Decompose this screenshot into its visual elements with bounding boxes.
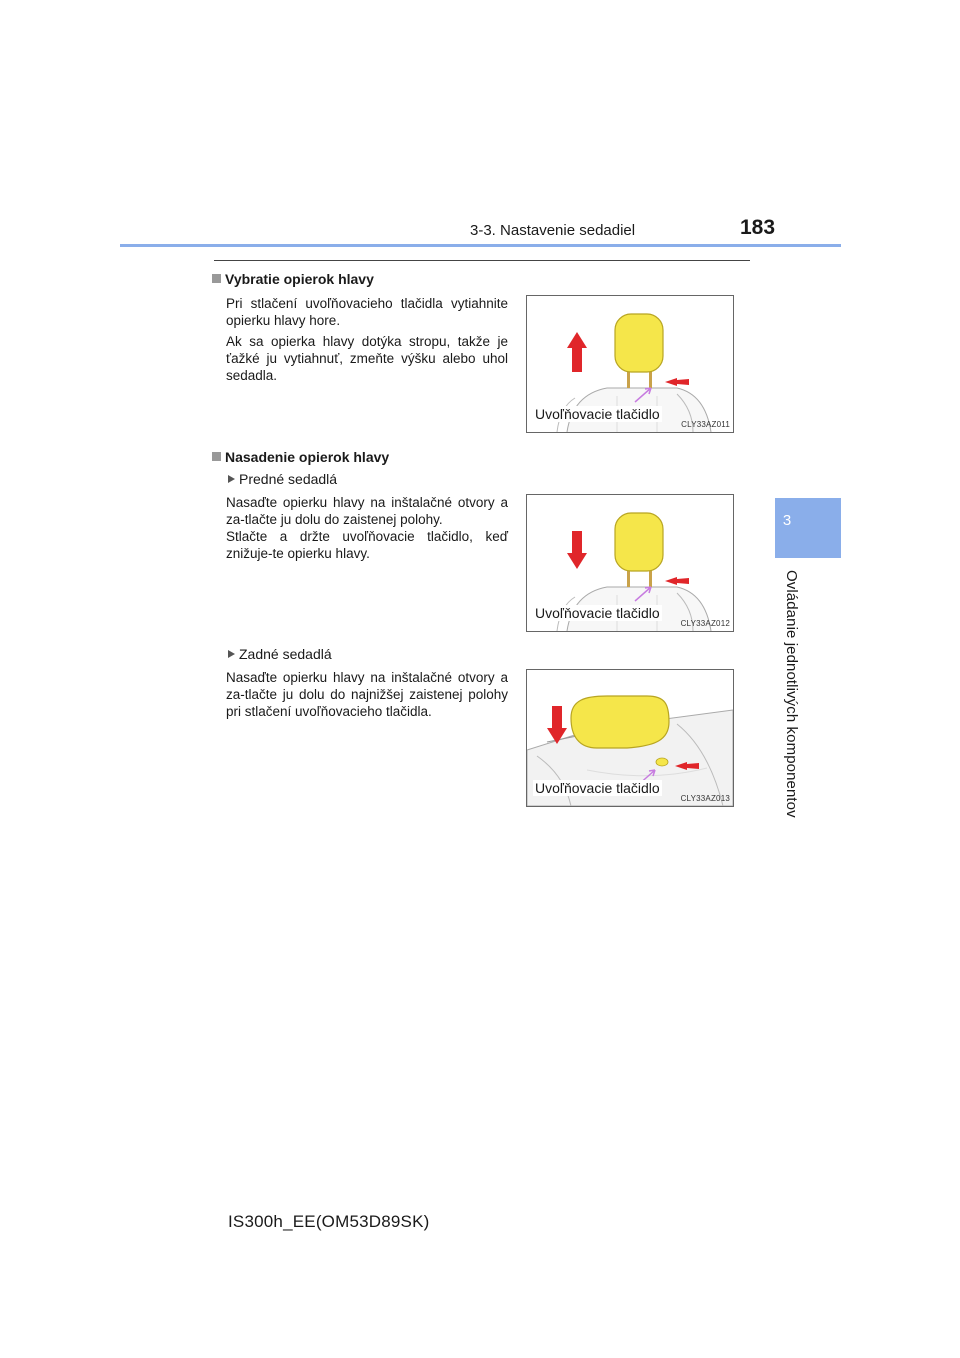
paragraph: Pri stlačení uvoľňovacieho tlačidla vytiahnite opierku hlavy hore. [226, 296, 508, 328]
figure-code: CLY33AZ012 [680, 619, 730, 628]
section-heading-text: Vybratie opierok hlavy [225, 271, 374, 287]
content-rule [214, 260, 750, 261]
removal-instructions [226, 295, 508, 384]
paragraph: Stlačte a držte uvoľňovacie tlačidlo, keď znižuje-te opierku hlavy. [226, 529, 508, 561]
subheading-rear-seats [228, 646, 332, 662]
triangle-bullet-icon [228, 475, 235, 483]
figure-rear-seats [526, 669, 734, 807]
subheading-text: Zadné sedadlá [239, 646, 332, 662]
triangle-bullet-icon [228, 650, 235, 658]
paragraph: Ak sa opierka hlavy dotýka stropu, takže je ťažké ju vytiahnuť, zmeňte výšku alebo uhol sedadla. [226, 334, 508, 383]
section-heading-text: Nasadenie opierok hlavy [225, 449, 390, 465]
chapter-tab [775, 498, 841, 558]
page-number: 183 [740, 216, 776, 239]
figure-removal [526, 295, 734, 433]
rear-seats-instructions [226, 669, 508, 720]
section-heading-removal [212, 271, 374, 287]
footer-model-code: IS300h_EE(OM53D89SK) [228, 1212, 430, 1231]
square-bullet-icon [212, 452, 221, 461]
figure-label: Uvoľňovacie tlačidlo [535, 406, 660, 422]
paragraph: Nasaďte opierku hlavy na inštalačné otvory a za-tlačte ju dolu do zaistenej polohy. [226, 495, 508, 527]
section-heading-installation [212, 449, 389, 465]
subheading-front-seats [228, 471, 337, 487]
figure-label: Uvoľňovacie tlačidlo [535, 780, 660, 796]
red-arrow-icon [665, 378, 689, 386]
figure-code: CLY33AZ013 [680, 794, 730, 803]
figure-front-seats [526, 494, 734, 632]
chapter-number: 3 [782, 512, 792, 529]
chapter-title: Ovládanie jednotlivých komponentov [783, 570, 800, 818]
figure-label: Uvoľňovacie tlačidlo [535, 605, 660, 621]
front-seats-instructions [226, 494, 508, 562]
square-bullet-icon [212, 274, 221, 283]
down-arrow-icon [567, 531, 587, 569]
up-arrow-icon [567, 332, 587, 372]
paragraph: Nasaďte opierku hlavy na inštalačné otvory a za-tlačte ju dolu do najnižšej zaistenej polohy pri stlačení uvoľňovacieho tlačidla. [226, 670, 508, 719]
header-rule [120, 244, 841, 247]
figure-code: CLY33AZ011 [681, 420, 730, 429]
red-arrow-icon [665, 577, 689, 585]
header-section-title: 3-3. Nastavenie sedadiel [470, 222, 636, 239]
subheading-text: Predné sedadlá [239, 471, 338, 487]
